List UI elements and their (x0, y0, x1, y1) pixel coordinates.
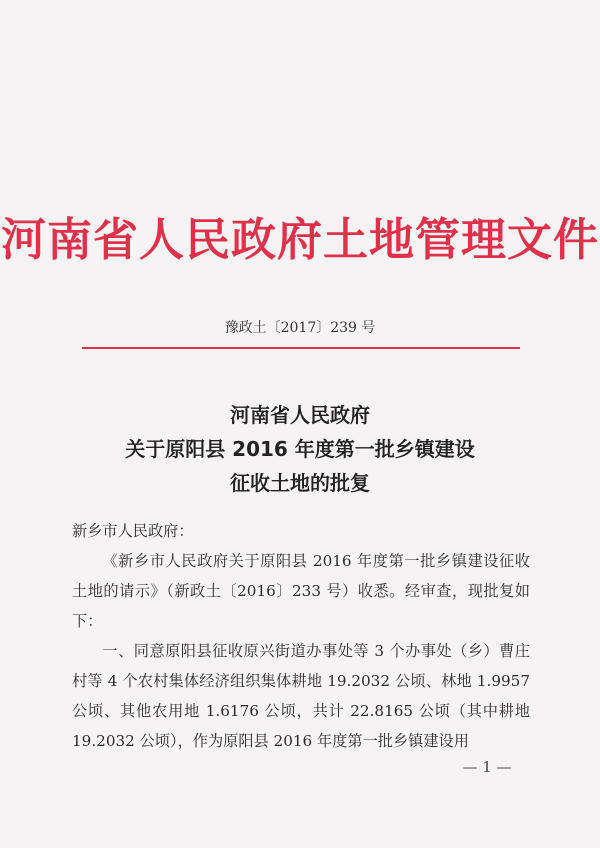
title-line-2: 关于原阳县 2016 年度第一批乡镇建设 (125, 437, 475, 461)
document-title (0, 398, 600, 500)
body-paragraph-2: 一、同意原阳县征收原兴街道办事处等 3 个办事处（乡）曹庄村等 4 个农村集体经济组织集体耕地 19.2032 公顷、林地 1.9957 公顷、其他农用地 1.6176 公顷，共计 22.8165 公顷（其中耕地 19.2032 公顷），作为原阳县 2016 年度第一批乡镇建设用 (72, 642, 530, 750)
document-number: 豫政土〔2017〕239 号 (224, 320, 376, 336)
red-divider-line (82, 347, 520, 349)
body-paragraph-1: 《新乡市人民政府关于原阳县 2016 年度第一批乡镇建设征收土地的请示》（新政土〔2016〕233 号）收悉。经审查，现批复如下： (72, 552, 530, 630)
title-line-1: 河南省人民政府 (230, 403, 370, 427)
document-issuer-header: 河南省人民政府土地管理文件 (0, 213, 599, 266)
salutation: 新乡市人民政府： (72, 522, 194, 540)
page-number: — 1 — (462, 758, 512, 776)
document-body (72, 516, 530, 756)
title-line-3: 征收土地的批复 (230, 471, 370, 495)
